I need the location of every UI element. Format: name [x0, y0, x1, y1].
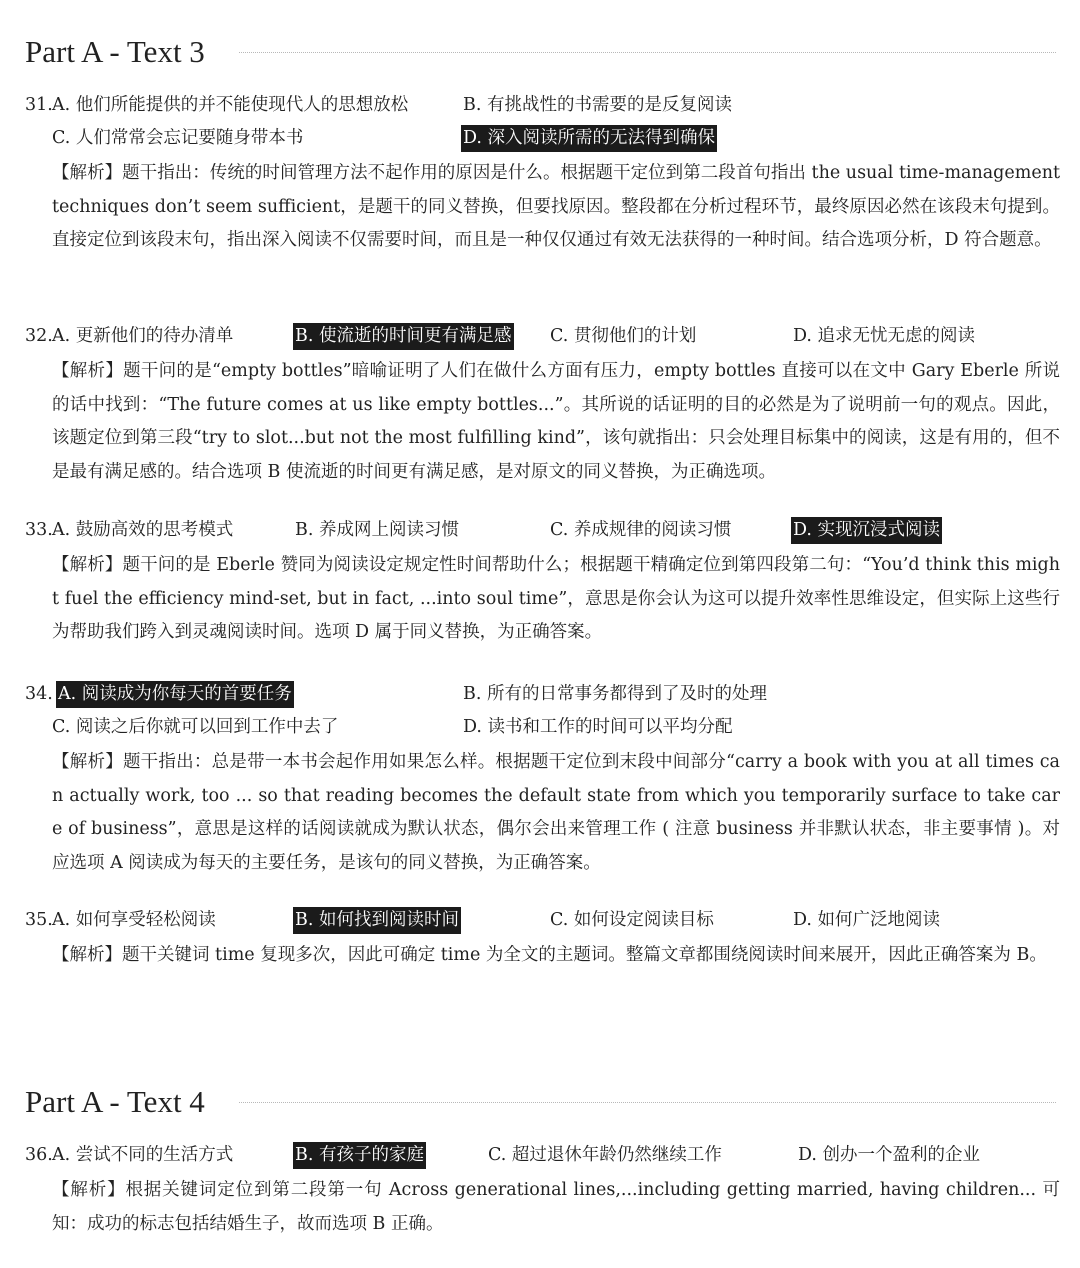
explanation: 【解析】题干关键词 time 复现多次，因此可确定 time 为全文的主题词。整篇文章都围绕阅读时间来展开，因此正确答案为 B。 — [52, 945, 1047, 965]
option-a: A. 如何享受轻松阅读 — [52, 910, 216, 930]
explanation: 【解析】题干问的是“empty bottles”暗喻证明了人们在做什么方面有压力，empty bottles 直接可以在文中 Gary Eberle 所说的话中找到：“The future comes at us like empty bottles...”。其所说的话证明的目的必然是为了说明前一句的观点。因此，该题定位到第三段“try to slot...but not the most fulfilling kind”，该句就指出：只会处理目标集中的阅读，这是有用的，但不是最有满足感的。结合选项 B 使流逝的时间更有满足感，是对原文的同义替换，为正确选项。 — [52, 361, 1060, 482]
options-row — [25, 711, 1060, 744]
option-b-answer: B. 如何找到阅读时间 — [293, 907, 461, 934]
option-a-answer: A. 阅读成为你每天的首要任务 — [56, 681, 294, 708]
option-b: B. 养成网上阅读习惯 — [295, 520, 459, 540]
question-number: 35. — [25, 910, 53, 930]
options-row — [25, 514, 1060, 547]
options-row — [25, 320, 1060, 353]
explanation: 【解析】题干指出：总是带一本书会起作用如果怎么样。根据题干定位到末段中间部分“carry a book with you at all times can actually work, too ... so that reading becomes the default state from which you temporarily surface to take care of business”，意思是这样的话阅读就成为默认状态，偶尔会出来管理工作 ( 注意 business 并非默认状态，非主要事情 )。对应选项 A 阅读成为每天的主要任务，是该句的同义替换，为正确答案。 — [52, 752, 1060, 873]
explanation: 【解析】根据关键词定位到第二段第一句 Across generational lines,...including getting married, having children... 可知：成功的标志包括结婚生子，故而选项 B 正确。 — [52, 1180, 1060, 1234]
question-number: 32. — [25, 326, 53, 346]
option-b-answer: B. 有孩子的家庭 — [293, 1142, 426, 1169]
option-d: D. 如何广泛地阅读 — [793, 910, 941, 930]
question-number: 31. — [25, 95, 53, 115]
option-a: A. 更新他们的待办清单 — [52, 326, 234, 346]
option-c: C. 贯彻他们的计划 — [550, 326, 697, 346]
option-d: D. 读书和工作的时间可以平均分配 — [463, 717, 733, 737]
option-a: A. 尝试不同的生活方式 — [52, 1145, 234, 1165]
question-31 — [25, 89, 1060, 258]
option-a: A. 鼓励高效的思考模式 — [52, 520, 234, 540]
question-number: 33. — [25, 520, 53, 540]
explanation: 【解析】题干指出：传统的时间管理方法不起作用的原因是什么。根据题干定位到第二段首句指出 the usual time-management techniques don’t seem sufficient，是题干的同义替换，但要找原因。整段都在分析过程环节，最终原因必然在该段末句提到。直接定位到该段末句，指出深入阅读不仅需要时间，而且是一种仅仅通过有效无法获得的一种时间。结合选项分析，D 符合题意。 — [52, 163, 1060, 250]
option-c: C. 阅读之后你就可以回到工作中去了 — [52, 717, 339, 737]
question-35 — [25, 904, 1060, 973]
option-c: C. 养成规律的阅读习惯 — [550, 520, 732, 540]
dotted-rule — [239, 1102, 1056, 1103]
question-number: 36. — [25, 1145, 53, 1165]
explanation: 【解析】题干问的是 Eberle 赞同为阅读设定规定性时间帮助什么；根据题干精确定位到第四段第二句：“You’d think this might fuel the efficiency mind-set, but in fact, ...into soul time”，意思是你会认为这可以提升效率性思维设定，但实际上这些行为帮助我们跨入到灵魂阅读时间。选项 D 属于同义替换，为正确答案。 — [52, 555, 1060, 642]
section-title: Part A - Text 4 — [25, 1084, 205, 1119]
option-b-answer: B. 使流逝的时间更有满足感 — [293, 323, 514, 350]
option-c: C. 超过退休年龄仍然继续工作 — [488, 1145, 722, 1165]
options-row — [25, 1139, 1060, 1172]
option-c: C. 如何设定阅读目标 — [550, 910, 714, 930]
option-c: C. 人们常常会忘记要随身带本书 — [52, 128, 304, 148]
options-row — [25, 904, 1060, 937]
option-b: B. 所有的日常事务都得到了及时的处理 — [463, 684, 767, 704]
question-number: 34. — [25, 684, 53, 704]
options-row — [25, 122, 1060, 155]
option-d: D. 追求无忧无虑的阅读 — [793, 326, 976, 346]
option-d: D. 创办一个盈利的企业 — [798, 1145, 981, 1165]
dotted-rule — [239, 52, 1056, 53]
question-36 — [25, 1139, 1060, 1241]
options-row — [25, 678, 1060, 711]
section-header-text4 — [25, 1082, 1056, 1122]
option-d-answer: D. 深入阅读所需的无法得到确保 — [461, 125, 717, 152]
section-title: Part A - Text 3 — [25, 34, 205, 69]
options-row — [25, 89, 1060, 122]
question-32 — [25, 320, 1060, 489]
option-d-answer: D. 实现沉浸式阅读 — [791, 517, 942, 544]
option-a: A. 他们所能提供的并不能使现代人的思想放松 — [52, 95, 409, 115]
question-34 — [25, 678, 1060, 880]
section-header-text3 — [25, 32, 1056, 72]
option-b: B. 有挑战性的书需要的是反复阅读 — [463, 95, 732, 115]
question-33 — [25, 514, 1060, 650]
